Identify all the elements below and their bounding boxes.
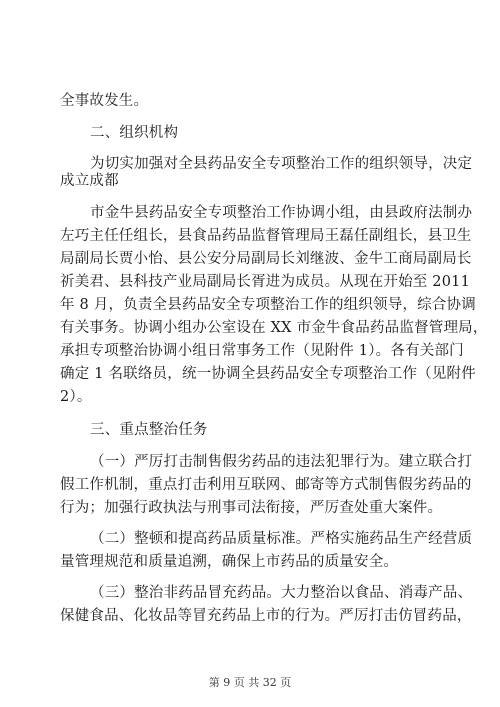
paragraph-line: 承担专项整治协调小组日常事务工作（见附件 1）。各有关部门 (60, 343, 464, 359)
page-number: 第 9 页 共 32 页 (208, 676, 292, 689)
paragraph-line: 全事故发生。 (60, 93, 149, 109)
paragraph-line: 为切实加强对全县药品安全专项整治工作的组织领导，决定 (90, 156, 473, 172)
section-heading: 三、重点整治任务 (90, 422, 208, 438)
paragraph-line: 量管理规范和质量追溯，确保上市药品的质量安全。 (60, 554, 399, 570)
paragraph-line: 保健食品、化妆品等冒充药品上市的行为。严厉打击仿冒药品， (60, 608, 472, 624)
paragraph-line: 成立成都 (60, 173, 119, 189)
paragraph-line: 有关事务。协调小组办公室设在 XX 市金牛食品药品监督管理局， (60, 320, 488, 336)
paragraph-line: 祈美君、县科技产业局副局长胥进为成员。从现在开始至 2011 (60, 274, 471, 290)
paragraph-line: 年 8 月，负责全县药品安全专项整治工作的组织领导，综合协调 (60, 297, 476, 313)
paragraph-line: 行为；加强行政执法与刑事司法衔接，严厉查处重大案件。 (60, 500, 443, 516)
paragraph-line: 市金牛县药品安全专项整治工作协调小组，由县政府法制办 (90, 205, 473, 221)
paragraph-line: （二）整顿和提高药品质量标准。严格实施药品生产经营质 (90, 531, 473, 547)
paragraph-line: 局副局长贾小怡、县公安分局副局长刘继波、金牛工商局副局长 (60, 251, 472, 267)
paragraph-line: （一）严厉打击制售假劣药品的违法犯罪行为。建立联合打 (90, 454, 473, 470)
paragraph-line: （三）整治非药品冒充药品。大力整治以食品、消毒产品、 (90, 585, 473, 601)
section-heading: 二、组织机构 (90, 125, 179, 141)
paragraph-line: 2）。 (60, 389, 92, 405)
paragraph-line: 假工作机制，重点打击利用互联网、邮寄等方式制售假劣药品的 (60, 477, 472, 493)
paragraph-line: 确定 1 名联络员，统一协调全县药品安全专项整治工作（见附件 (60, 366, 476, 382)
paragraph-line: 左巧主任任组长，县食品药品监督管理局王磊任副组长，县卫生 (60, 228, 472, 244)
